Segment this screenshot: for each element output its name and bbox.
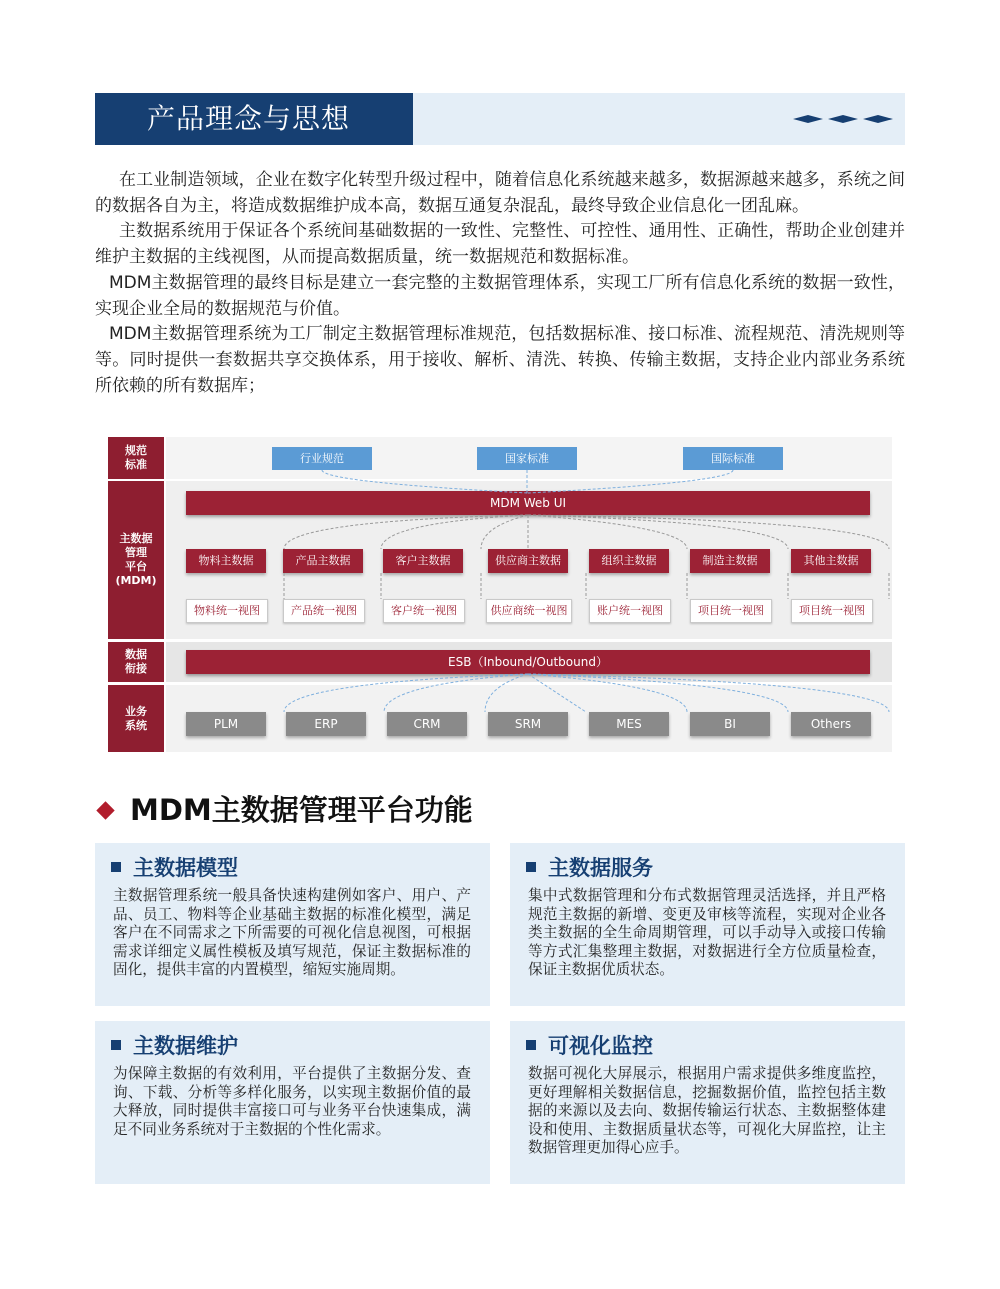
link-layer xyxy=(108,642,892,682)
unified-view-box: 客户统一视图 xyxy=(383,599,465,623)
platform-layer xyxy=(108,481,892,639)
master-data-box: 其他主数据 xyxy=(791,549,871,573)
master-data-box: 组织主数据 xyxy=(589,549,669,573)
platform-layer-label: 主数据 管理 平台 (MDM) xyxy=(108,481,164,639)
standard-international: 国际标准 xyxy=(683,447,783,470)
feature-card-text: 主数据管理系统一般具备快速构建例如客户、用户、产品、员工、物料等企业基础主数据的标准化模型，满足客户在不同需求之下所需要的可视化信息视图，可根据需求详细定义属性模板及填写规范，保证主数据标准的固化，提供丰富的内置模型，缩短实施周期。 xyxy=(113,887,471,978)
master-data-box: 客户主数据 xyxy=(383,549,463,573)
intro-text xyxy=(95,168,905,399)
link-layer-label: 数据 衔接 xyxy=(108,642,164,682)
system-box-bi: BI xyxy=(690,712,770,736)
standards-layer-label: 规范 标准 xyxy=(108,437,164,479)
square-bullet-icon xyxy=(111,862,121,872)
square-bullet-icon xyxy=(526,1040,536,1050)
business-layer xyxy=(108,685,892,752)
section2-heading xyxy=(95,790,473,830)
decorative-diamonds-icon xyxy=(793,114,893,124)
feature-card-text: 集中式数据管理和分布式数据管理灵活选择，并且严格规范主数据的新增、变更及审核等流程，实现对企业各类主数据的全生命周期管理，可以手动导入或接口传输等方式汇集整理主数据，对数据进行全方位质量检查，保证主数据优质状态。 xyxy=(528,887,886,978)
intro-paragraph-2: 主数据系统用于保证各个系统间基础数据的一致性、完整性、可控性、通用性、正确性，帮助企业创建并维护主数据的主线视图，从而提高数据质量，统一数据规范和数据标准。 xyxy=(95,221,905,268)
unified-view-box: 账户统一视图 xyxy=(589,599,671,623)
unified-view-box: 供应商统一视图 xyxy=(486,599,572,623)
diamond-icon xyxy=(96,801,114,819)
master-data-box: 产品主数据 xyxy=(283,549,363,573)
business-layer-label: 业务 系统 xyxy=(108,685,164,752)
feature-card-title: 主数据服务 xyxy=(526,855,653,881)
system-box-erp: ERP xyxy=(286,712,366,736)
architecture-diagram xyxy=(108,437,892,752)
master-data-box: 制造主数据 xyxy=(690,549,770,573)
section2-title: MDM主数据管理平台功能 xyxy=(130,793,473,827)
feature-card xyxy=(95,843,490,1006)
feature-card-title: 可视化监控 xyxy=(526,1033,653,1059)
standard-industry: 行业规范 xyxy=(272,447,372,470)
system-box-plm: PLM xyxy=(186,712,266,736)
esb-bar: ESB（Inbound/Outbound） xyxy=(186,650,870,674)
feature-card xyxy=(510,843,905,1006)
intro-paragraph-1: 在工业制造领域，企业在数字化转型升级过程中，随着信息化系统越来越多，数据源越来越多，系统之间的数据各自为主，将造成数据维护成本高，数据互通复杂混乱，最终导致企业信息化一团乱麻。 xyxy=(95,170,905,216)
unified-view-box: 项目统一视图 xyxy=(791,599,873,623)
mdm-web-ui: MDM Web UI xyxy=(186,491,870,515)
system-box-crm: CRM xyxy=(387,712,467,736)
system-box-others: Others xyxy=(791,712,871,736)
intro-paragraph-4: MDM主数据管理系统为工厂制定主数据管理标准规范，包括数据标准、接口标准、流程规范、清洗规则等等。同时提供一套数据共享交换体系，用于接收、解析、清洗、转换、传输主数据，支持企业内部业务系统所依赖的所有数据库； xyxy=(95,324,905,396)
unified-view-box: 产品统一视图 xyxy=(283,599,365,623)
unified-view-box: 物料统一视图 xyxy=(186,599,268,623)
section-title: 产品理念与思想 xyxy=(95,93,413,145)
square-bullet-icon xyxy=(111,1040,121,1050)
feature-card xyxy=(95,1021,490,1184)
square-bullet-icon xyxy=(526,862,536,872)
feature-card-title: 主数据模型 xyxy=(111,855,238,881)
master-data-box: 供应商主数据 xyxy=(488,549,568,573)
feature-card xyxy=(510,1021,905,1184)
unified-view-box: 项目统一视图 xyxy=(690,599,772,623)
feature-card-text: 数据可视化大屏展示，根据用户需求提供多维度监控，更好理解相关数据信息，挖掘数据价值，监控包括主数据的来源以及去向、数据传输运行状态、主数据整体建设和使用、主数据质量状态等，可视化大屏监控，让主数据管理更加得心应手。 xyxy=(528,1065,886,1156)
master-data-box: 物料主数据 xyxy=(186,549,266,573)
standards-layer xyxy=(108,437,892,479)
system-box-mes: MES xyxy=(589,712,669,736)
standard-national: 国家标准 xyxy=(477,447,577,470)
feature-card-title: 主数据维护 xyxy=(111,1033,238,1059)
system-box-srm: SRM xyxy=(488,712,568,736)
section-header xyxy=(95,93,905,145)
feature-card-text: 为保障主数据的有效利用，平台提供了主数据分发、查询、下载、分析等多样化服务，以实现主数据价值的最大释放，同时提供丰富接口可与业务平台快速集成，满足不同业务系统对于主数据的个性化需求。 xyxy=(113,1065,471,1138)
intro-paragraph-3: MDM主数据管理的最终目标是建立一套完整的主数据管理体系，实现工厂所有信息化系统的数据一致性，实现企业全局的数据规范与价值。 xyxy=(95,272,905,319)
